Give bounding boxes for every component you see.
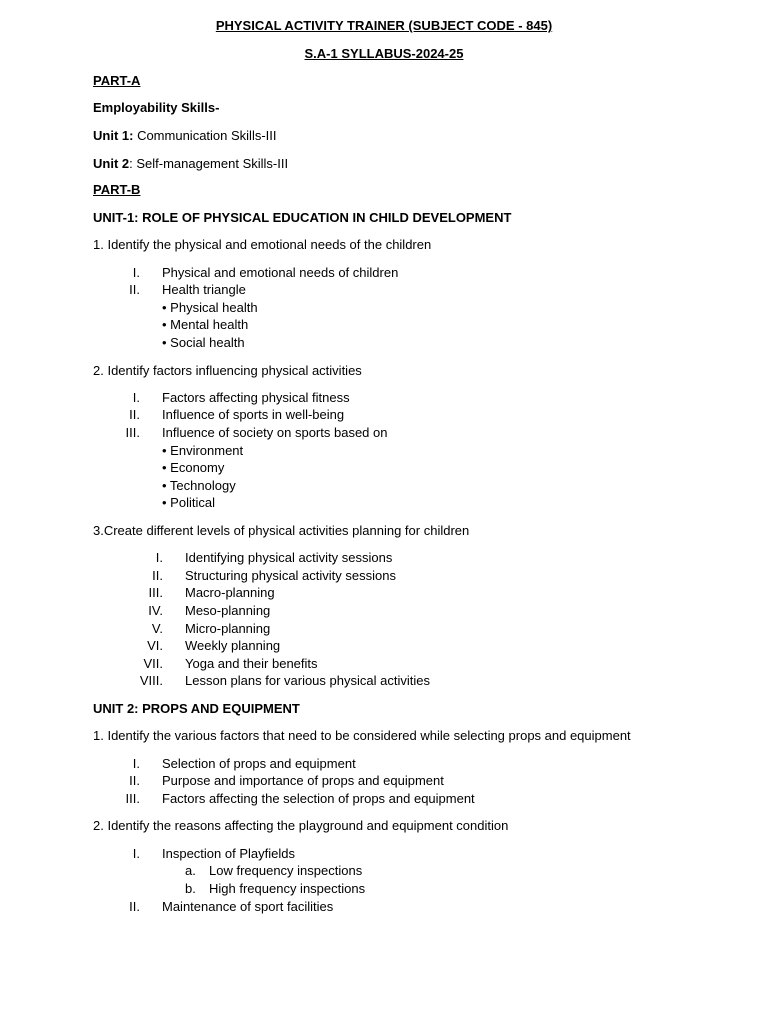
sub-list-number: a. [185,863,196,878]
part-a-heading: PART-A [93,73,141,88]
list-item: Influence of sports in well-being [162,407,345,422]
list-number: I. [132,756,140,771]
list-number: II. [129,773,140,788]
bullet-item: • Physical health [162,300,258,315]
unit1-title: UNIT-1: ROLE OF PHYSICAL EDUCATION IN CHILD DEVELOPMENT [93,210,512,225]
list-number: III. [125,425,140,440]
unit2-label: Unit 2 [93,156,130,171]
unit2-title: UNIT 2: PROPS AND EQUIPMENT [93,701,300,716]
unit1-label: Unit 1: [93,128,134,143]
bullet-item: • Economy [162,460,225,475]
bullet-item: • Technology [162,478,236,493]
section-heading: 3.Create different levels of physical activities planning for children [93,523,470,538]
employability-heading: Employability Skills- [93,100,220,115]
list-number: II. [152,568,163,583]
list-number: VIII. [139,673,163,688]
bullet-item: • Mental health [162,317,249,332]
list-item: Influence of society on sports based on [162,425,388,440]
list-item: Micro-planning [185,621,271,636]
section-heading: 2. Identify the reasons affecting the playground and equipment condition [93,818,509,833]
list-number: VII. [143,656,163,671]
list-number: VI. [147,638,163,653]
sub-list-number: b. [185,881,196,896]
list-item: Maintenance of sport facilities [162,899,334,914]
list-item: Factors affecting the selection of props and equipment [162,791,475,806]
unit1-line [93,127,277,144]
bullet-item: • Environment [162,443,244,458]
section-heading: 1. Identify the various factors that need to be considered while selecting props and equipment [93,728,631,743]
part-b-heading: PART-B [93,182,141,197]
list-number: III. [125,791,140,806]
bullet-item: • Social health [162,335,245,350]
section-heading: 1. Identify the physical and emotional needs of the children [93,237,432,252]
unit2-text: : Self-management Skills-III [129,156,289,171]
list-item: Purpose and importance of props and equipment [162,773,444,788]
unit2-line [93,155,288,172]
list-number: I. [132,846,140,861]
list-item: Selection of props and equipment [162,756,356,771]
list-number: II. [129,899,140,914]
list-item: Weekly planning [185,638,281,653]
list-number: IV. [148,603,163,618]
document-title: PHYSICAL ACTIVITY TRAINER (SUBJECT CODE - 845) [215,18,553,33]
list-item: Factors affecting physical fitness [162,390,350,405]
list-item: Physical and emotional needs of children [162,265,399,280]
bullet-item: • Political [162,495,215,510]
list-item: Identifying physical activity sessions [185,550,393,565]
list-item: Structuring physical activity sessions [185,568,396,583]
list-item: Health triangle [162,282,246,297]
list-item: Lesson plans for various physical activities [185,673,430,688]
list-number: II. [129,407,140,422]
document-subtitle: S.A-1 SYLLABUS-2024-25 [304,46,464,61]
list-item: Yoga and their benefits [185,656,318,671]
list-number: I. [132,265,140,280]
list-item: Meso-planning [185,603,271,618]
sub-list-item: High frequency inspections [209,881,366,896]
list-number: V. [151,621,163,636]
list-number: I. [155,550,163,565]
list-number: III. [148,585,163,600]
list-number: II. [129,282,140,297]
unit1-text: Communication Skills-III [133,128,277,143]
list-item: Inspection of Playfields [162,846,295,861]
list-item: Macro-planning [185,585,275,600]
sub-list-item: Low frequency inspections [209,863,363,878]
section-heading: 2. Identify factors influencing physical activities [93,363,362,378]
list-number: I. [132,390,140,405]
